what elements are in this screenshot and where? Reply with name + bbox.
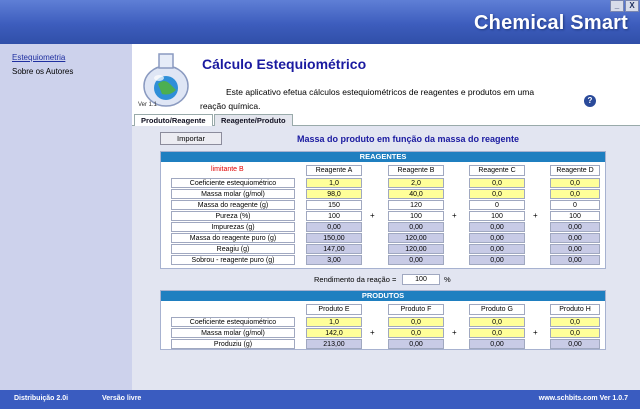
row-label-reagiu: Reagiu (g) (171, 244, 295, 254)
version-label: Ver 1.1 (138, 102, 158, 108)
coeficiente-h-input[interactable]: 0,0 (550, 317, 600, 327)
sidebar-item-sobre-autores[interactable]: Sobre os Autores (12, 67, 74, 76)
impurezas-c-value: 0,00 (469, 222, 525, 232)
row-label-coeficiente: Coeficiente estequiométrico (171, 178, 295, 188)
massa-reagente-c-input[interactable]: 0 (469, 200, 525, 210)
row-label-pureza: Pureza (%) (171, 211, 295, 221)
column-header-produto-e: Produto E (306, 304, 362, 315)
tab-bar (132, 114, 640, 126)
massa-puro-d-value: 0,00 (550, 233, 600, 243)
site-version-label: www.schbits.com Ver 1.0.7 (538, 395, 628, 402)
produtos-box (160, 290, 606, 350)
title-bar (0, 0, 640, 44)
massa-puro-b-value: 120,00 (388, 233, 444, 243)
row-label-sobrou: Sobrou - reagente puro (g) (171, 255, 295, 265)
pureza-a-input[interactable]: 100 (306, 211, 362, 221)
column-header-produto-g: Produto G (469, 304, 525, 315)
row-label-massa-molar: Massa molar (g/mol) (171, 189, 295, 199)
sobrou-a-value: 3,00 (306, 255, 362, 265)
massa-molar-c-input[interactable]: 0,0 (469, 189, 525, 199)
page-title: Cálculo Estequiométrico (202, 56, 367, 72)
column-header-reagente-a: Reagente A (306, 165, 362, 176)
produto-row-label-massa-molar: Massa molar (g/mol) (171, 328, 295, 338)
coeficiente-d-input[interactable]: 0,0 (550, 178, 600, 188)
massa-molar-e-input[interactable]: 142,0 (306, 328, 362, 338)
sobrou-d-value: 0,00 (550, 255, 600, 265)
plus-sign: + (452, 211, 457, 220)
import-button[interactable]: Importar (160, 132, 222, 145)
tab-reagente-produto[interactable]: Reagente/Produto (214, 114, 293, 126)
row-label-impurezas: Impurezas (g) (171, 222, 295, 232)
reagiu-a-value: 147,00 (306, 244, 362, 254)
sidebar (0, 44, 132, 390)
rendimento-unit: % (444, 275, 451, 284)
massa-reagente-d-input[interactable]: 0 (550, 200, 600, 210)
coeficiente-b-input[interactable]: 2,0 (388, 178, 444, 188)
column-header-produto-h: Produto H (550, 304, 600, 315)
distribution-label: Distribuição 2.0i (14, 395, 69, 402)
coeficiente-e-input[interactable]: 1,0 (306, 317, 362, 327)
sobrou-c-value: 0,00 (469, 255, 525, 265)
column-header-reagente-d: Reagente D (550, 165, 600, 176)
produto-row-label-coeficiente: Coeficiente estequiométrico (171, 317, 295, 327)
sidebar-item-estequiometria[interactable]: Estequiometria (12, 53, 66, 62)
reagiu-d-value: 0,00 (550, 244, 600, 254)
plus-sign: + (533, 328, 538, 337)
description-text: Este aplicativo efetua cálculos estequiométricos de reagentes e produtos em uma reação química. (200, 87, 535, 111)
coeficiente-c-input[interactable]: 0,0 (469, 178, 525, 188)
produziu-h-value: 0,00 (550, 339, 600, 349)
massa-molar-d-input[interactable]: 0,0 (550, 189, 600, 199)
status-bar (0, 390, 640, 409)
reagiu-c-value: 0,00 (469, 244, 525, 254)
impurezas-b-value: 0,00 (388, 222, 444, 232)
produto-row-label-produziu: Produziu (g) (171, 339, 295, 349)
reagiu-b-value: 120,00 (388, 244, 444, 254)
produziu-e-value: 213,00 (306, 339, 362, 349)
rendimento-label: Rendimento da reação = (314, 275, 397, 284)
pureza-c-input[interactable]: 100 (469, 211, 525, 221)
coeficiente-f-input[interactable]: 0,0 (388, 317, 444, 327)
produziu-f-value: 0,00 (388, 339, 444, 349)
row-label-massa-puro: Massa do reagente puro (g) (171, 233, 295, 243)
massa-molar-a-input[interactable]: 98,0 (306, 189, 362, 199)
impurezas-d-value: 0,00 (550, 222, 600, 232)
limitante-label: limitante B (211, 166, 244, 173)
reagentes-header: REAGENTES (161, 152, 605, 162)
close-button[interactable]: X (625, 0, 639, 12)
massa-molar-g-input[interactable]: 0,0 (469, 328, 525, 338)
license-label: Versão livre (102, 395, 142, 402)
help-icon[interactable]: ? (584, 95, 596, 107)
calculation-panel (132, 126, 640, 390)
minimize-button[interactable]: _ (610, 0, 624, 12)
pureza-b-input[interactable]: 100 (388, 211, 444, 221)
rendimento-input[interactable]: 100 (402, 274, 440, 285)
plus-sign: + (370, 328, 375, 337)
massa-molar-h-input[interactable]: 0,0 (550, 328, 600, 338)
produtos-header: PRODUTOS (161, 291, 605, 301)
produziu-g-value: 0,00 (469, 339, 525, 349)
flask-logo-icon (138, 50, 194, 108)
section-title: Massa do produto em função da massa do reagente (297, 134, 520, 144)
impurezas-a-value: 0,00 (306, 222, 362, 232)
row-label-massa-reagente: Massa do reagente (g) (171, 200, 295, 210)
column-header-produto-f: Produto F (388, 304, 444, 315)
plus-sign: + (370, 211, 375, 220)
massa-reagente-a-input[interactable]: 150 (306, 200, 362, 210)
reagentes-box (160, 151, 606, 269)
column-header-reagente-c: Reagente C (469, 165, 525, 176)
app-title: Chemical Smart (474, 12, 628, 34)
plus-sign: + (533, 211, 538, 220)
column-header-reagente-b: Reagente B (388, 165, 444, 176)
massa-puro-a-value: 150,00 (306, 233, 362, 243)
coeficiente-g-input[interactable]: 0,0 (469, 317, 525, 327)
sobrou-b-value: 0,00 (388, 255, 444, 265)
pureza-d-input[interactable]: 100 (550, 211, 600, 221)
tab-produto-reagente[interactable]: Produto/Reagente (134, 114, 213, 126)
coeficiente-a-input[interactable]: 1,0 (306, 178, 362, 188)
massa-reagente-b-input[interactable]: 120 (388, 200, 444, 210)
massa-puro-c-value: 0,00 (469, 233, 525, 243)
main-content (132, 44, 640, 390)
massa-molar-f-input[interactable]: 0,0 (388, 328, 444, 338)
massa-molar-b-input[interactable]: 40,0 (388, 189, 444, 199)
plus-sign: + (452, 328, 457, 337)
